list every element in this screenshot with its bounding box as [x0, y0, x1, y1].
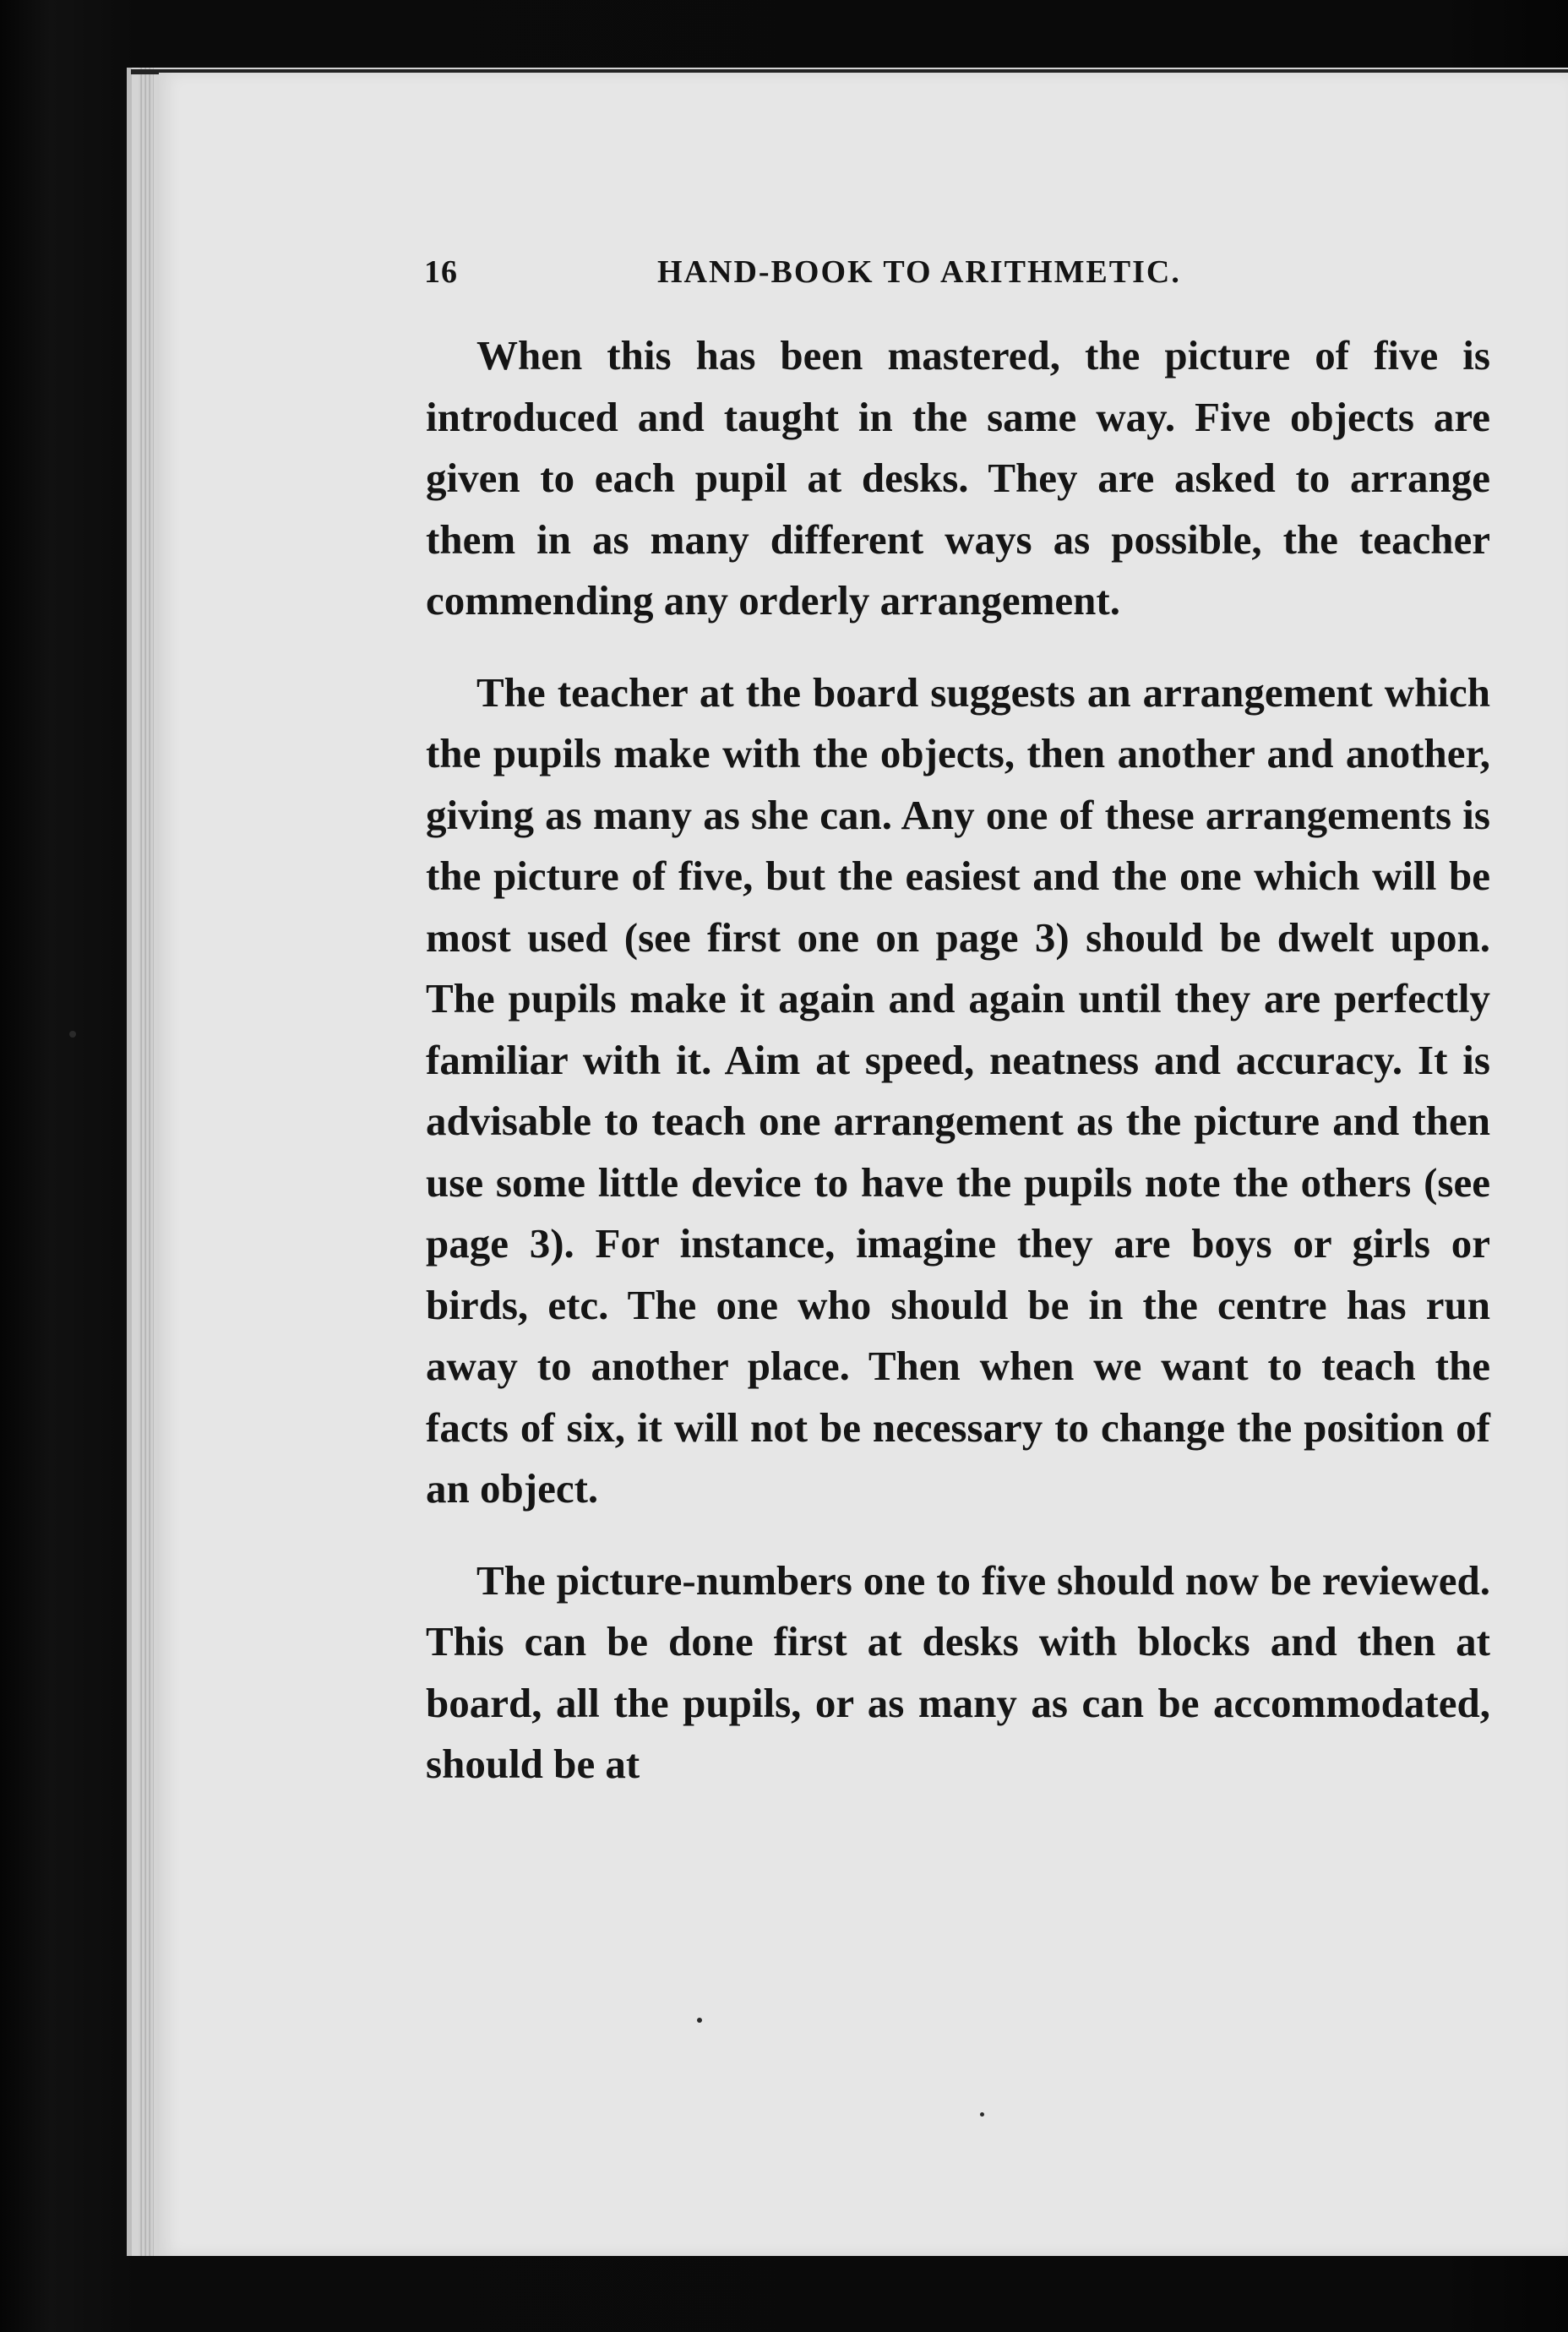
- paragraph-1: When this has been mastered, the picture of five is introduced and taught in the same way. Five objects are given to each pupil at desks. They are asked to arrange them in as many different ways as possible, the teacher commending any orderly arrangement.: [426, 332, 1490, 624]
- scan-speck: [69, 1031, 76, 1038]
- scan-speck: [697, 2018, 702, 2023]
- scan-speck: [980, 2112, 984, 2117]
- paragraph-2: The teacher at the board suggests an arrangement which the pupils make with the objects, then another and another, giving as many as she can. Any one of these arrangements is the picture of five, but the easiest and the one which will be most used (see first one on page 3) should be dwelt upon. The pupils make it again and again until they are perfectly familiar with it. Aim at speed, neatness and accuracy. It is advisable to teach one arrangement as the picture and then use some little device to have the pupils note the others (see page 3). For instance, imagine they are boys or girls or birds, etc. The one who should be in the centre has run away to another place. Then when we want to teach the facts of six, it will not be necessary to change the position of an object.: [426, 668, 1490, 1512]
- body-text: [426, 325, 1490, 1795]
- paragraph-3: The picture-numbers one to five should now be reviewed. This can be done first at desks with blocks and then at board, all the pupils, or as many as can be accommodated, should be at: [426, 1556, 1490, 1787]
- page-number: 16: [424, 254, 458, 290]
- running-head: [262, 253, 1487, 296]
- running-title: HAND-BOOK TO ARITHMETIC.: [657, 254, 1181, 290]
